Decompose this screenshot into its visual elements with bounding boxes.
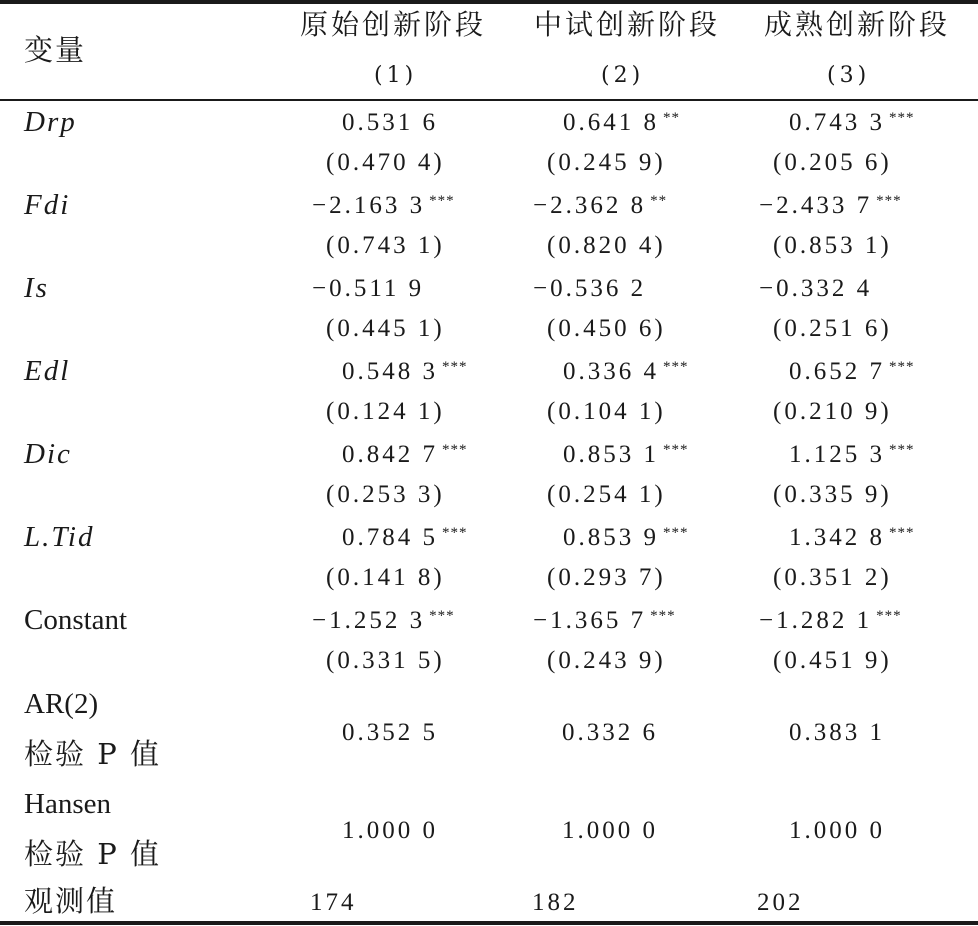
coefficient-value [342, 442, 468, 467]
significance-stars: *** [663, 442, 689, 458]
row-label-drp: Drp [24, 106, 77, 138]
standard-error-value: (0.210 9) [773, 398, 892, 425]
coefficient-text: 0.641 8 [563, 109, 659, 136]
coefficient-value [789, 442, 915, 467]
significance-stars: *** [889, 525, 915, 541]
standard-error-value: (0.743 1) [326, 232, 445, 259]
header-rule [0, 99, 978, 101]
standard-error-value: (0.205 6) [773, 149, 892, 176]
significance-stars: *** [876, 608, 902, 624]
coefficient-text: −2.163 3 [312, 192, 426, 219]
bottom-rule [0, 921, 978, 925]
row-label-ltid: L.Tid [24, 521, 95, 553]
significance-stars: *** [442, 442, 468, 458]
significance-stars: *** [442, 359, 468, 375]
test-value: 0.332 6 [562, 719, 658, 746]
coefficient-value [789, 359, 915, 384]
column-title-1: 原始创新阶段 [300, 8, 487, 41]
row-label-constant: Constant [24, 604, 128, 636]
coefficient-value [342, 525, 468, 550]
standard-error-value: (0.243 9) [547, 647, 666, 674]
row-label-fdi: Fdi [24, 189, 71, 221]
top-rule [0, 0, 978, 4]
coefficient-value [759, 608, 902, 633]
coefficient-text: −1.282 1 [759, 607, 873, 634]
coefficient-text: −0.332 4 [759, 275, 873, 302]
column-title-3: 成熟创新阶段 [764, 8, 951, 41]
coefficient-value [533, 608, 676, 633]
column-number-2: (2) [601, 63, 645, 88]
coefficient-text: 0.531 6 [342, 109, 438, 136]
coefficient-text: 1.342 8 [789, 524, 885, 551]
coefficient-text: 0.853 1 [563, 441, 659, 468]
coefficient-value [759, 276, 876, 301]
coefficient-value [759, 193, 902, 218]
significance-stars: *** [876, 193, 902, 209]
standard-error-value: (0.853 1) [773, 232, 892, 259]
coefficient-value [312, 276, 428, 301]
test-value: 1.000 0 [342, 817, 438, 844]
significance-stars: *** [663, 525, 689, 541]
coefficient-text: −2.362 8 [533, 192, 647, 219]
test-value: 0.383 1 [789, 719, 885, 746]
standard-error-value: (0.335 9) [773, 481, 892, 508]
test-label-hansen-line1: Hansen [24, 788, 111, 820]
observations-value: 174 [310, 889, 357, 916]
standard-error-value: (0.245 9) [547, 149, 666, 176]
column-number-3: (3) [827, 63, 871, 88]
significance-stars: *** [429, 608, 455, 624]
coefficient-value [342, 110, 442, 135]
significance-stars: *** [663, 359, 689, 375]
coefficient-text: 0.842 7 [342, 441, 438, 468]
coefficient-value [789, 525, 915, 550]
standard-error-value: (0.254 1) [547, 481, 666, 508]
column-title-2: 中试创新阶段 [534, 8, 721, 41]
test-value: 1.000 0 [789, 817, 885, 844]
coefficient-text: 0.652 7 [789, 358, 885, 385]
coefficient-value [342, 359, 468, 384]
standard-error-value: (0.351 2) [773, 564, 892, 591]
standard-error-value: (0.293 7) [547, 564, 666, 591]
significance-stars: *** [442, 525, 468, 541]
coefficient-text: 0.784 5 [342, 524, 438, 551]
significance-stars: ** [650, 193, 668, 209]
coefficient-value [533, 193, 667, 218]
coefficient-text: −1.252 3 [312, 607, 426, 634]
standard-error-value: (0.451 9) [773, 647, 892, 674]
significance-stars: *** [889, 110, 915, 126]
coefficient-value [312, 608, 455, 633]
header-variable-label: 变量 [24, 33, 87, 67]
standard-error-value: (0.104 1) [547, 398, 666, 425]
row-label-is: Is [24, 272, 49, 304]
coefficient-value [563, 442, 689, 467]
row-label-edl: Edl [24, 355, 71, 387]
test-label-ar2-line1: AR(2) [24, 688, 99, 720]
significance-stars: *** [889, 442, 915, 458]
coefficient-text: 0.743 3 [789, 109, 885, 136]
test-value: 1.000 0 [562, 817, 658, 844]
significance-stars: ** [663, 110, 680, 126]
coefficient-text: −0.536 2 [533, 275, 647, 302]
standard-error-value: (0.820 4) [547, 232, 666, 259]
standard-error-value: (0.253 3) [326, 481, 445, 508]
coefficient-text: −0.511 9 [312, 275, 425, 302]
coefficient-text: −1.365 7 [533, 607, 647, 634]
standard-error-value: (0.124 1) [326, 398, 445, 425]
coefficient-value [563, 359, 689, 384]
coefficient-value [563, 110, 680, 135]
significance-stars: *** [429, 193, 455, 209]
standard-error-value: (0.470 4) [326, 149, 445, 176]
coefficient-value [312, 193, 455, 218]
coefficient-text: −2.433 7 [759, 192, 873, 219]
coefficient-text: 0.853 9 [563, 524, 659, 551]
standard-error-value: (0.251 6) [773, 315, 892, 342]
observations-label: 观测值 [24, 884, 118, 918]
column-number-1: (1) [374, 63, 418, 88]
test-value: 0.352 5 [342, 719, 438, 746]
observations-value: 182 [532, 889, 579, 916]
coefficient-text: 0.548 3 [342, 358, 438, 385]
coefficient-text: 1.125 3 [789, 441, 885, 468]
standard-error-value: (0.450 6) [547, 315, 666, 342]
test-label-hansen-line2: 检验 P 值 [24, 837, 161, 871]
standard-error-value: (0.141 8) [326, 564, 445, 591]
significance-stars: *** [889, 359, 915, 375]
coefficient-text: 0.336 4 [563, 358, 659, 385]
standard-error-value: (0.331 5) [326, 647, 445, 674]
row-label-dic: Dic [24, 438, 72, 470]
coefficient-value [789, 110, 915, 135]
standard-error-value: (0.445 1) [326, 315, 445, 342]
significance-stars: *** [650, 608, 676, 624]
coefficient-value [563, 525, 689, 550]
observations-value: 202 [757, 889, 804, 916]
coefficient-value [533, 276, 650, 301]
test-label-ar2-line2: 检验 P 值 [24, 737, 161, 771]
